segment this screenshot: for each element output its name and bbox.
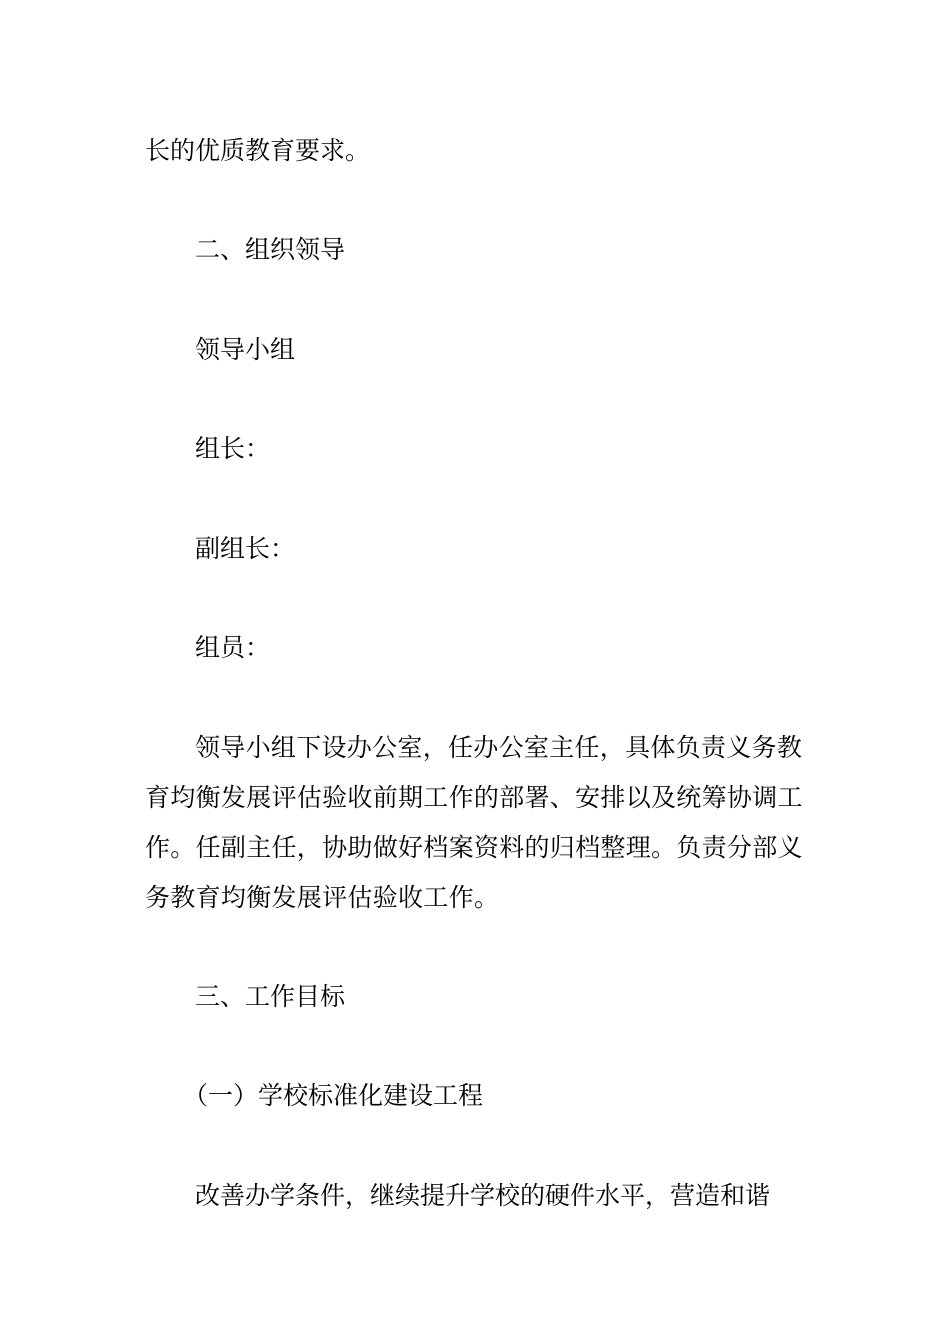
section-heading-organization: 二、组织领导: [195, 235, 346, 264]
subheading-school-standardization: （一）学校标准化建设工程: [183, 1081, 484, 1110]
text-line-partial: 改善办学条件，继续提升学校的硬件水平，营造和谐: [195, 1181, 771, 1210]
leading-group-label: 领导小组: [195, 335, 296, 364]
office-responsibility-paragraph: 领导小组下设办公室，任办公室主任，具体负责义务教育均衡发展评估验收前期工作的部署、安排以及统筹协调工作。任副主任，协助做好档案资料的归档整理。负责分部义务教育均衡发展评估验收工作。: [145, 733, 803, 912]
text-line-continuation: 长的优质教育要求。: [145, 136, 371, 165]
section-heading-goals: 三、工作目标: [195, 982, 346, 1011]
leader-label: 组长：: [195, 434, 271, 463]
members-label: 组员：: [195, 633, 271, 662]
deputy-leader-label: 副组长：: [195, 534, 296, 563]
